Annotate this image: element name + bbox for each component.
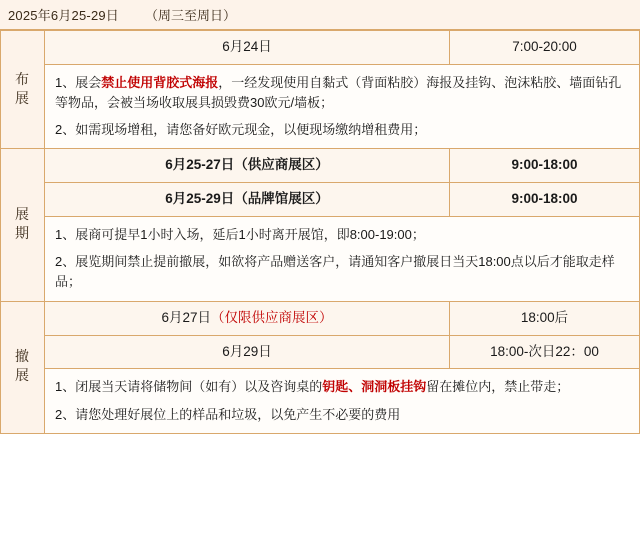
section-label-dismantle: [1, 301, 45, 433]
dismantle-supplier-time: 18:00后: [450, 301, 640, 335]
setup-note-2: 2、如需现场增租，请您备好欧元现金，以便现场缴纳增租费用；: [55, 122, 427, 138]
dismantle-brand-date: 6月29日: [45, 335, 450, 369]
dismantle-supplier-date: [45, 301, 450, 335]
section-label-text: 布展: [15, 70, 30, 106]
section-label-show: [1, 149, 45, 301]
section-label-setup: [1, 31, 45, 149]
show-supplier-time: 9:00-18:00: [450, 149, 640, 183]
header-date-range: 2025年6月25-29日: [8, 8, 119, 23]
dismantle-supplier-date-note: （仅限供应商展区）: [211, 309, 333, 325]
table-row: [1, 369, 640, 433]
setup-notes: [45, 64, 640, 148]
table-row: [1, 31, 640, 65]
section-label-text: 展期: [15, 206, 30, 242]
dismantle-note-1-highlight: 钥匙、洞洞板挂钩: [322, 379, 427, 395]
table-row: [1, 301, 640, 335]
table-row: [1, 183, 640, 217]
section-label-text: 撤展: [15, 348, 30, 384]
document-header: [0, 0, 640, 30]
show-brand-time: 9:00-18:00: [450, 183, 640, 217]
setup-time: 7:00-20:00: [450, 31, 640, 65]
dismantle-supplier-date-main: 6月27日: [161, 309, 212, 325]
table-row: [1, 217, 640, 301]
schedule-table: [0, 30, 640, 434]
setup-note-1-highlight: 禁止使用背胶式海报: [101, 74, 219, 90]
dismantle-notes: [45, 369, 640, 433]
table-row: [1, 149, 640, 183]
setup-date: 6月24日: [45, 31, 450, 65]
show-note-2: 2、展览期间禁止提前撤展，如欲将产品赠送客户，请通知客户撤展日当天18:00点以后才能取走样品；: [55, 254, 615, 290]
dismantle-note-2: 2、请您处理好展位上的样品和垃圾，以免产生不必要的费用: [55, 406, 401, 422]
show-note-1: 1、展商可提早1小时入场，延后1小时离开展馆，即8:00-19:00；: [55, 227, 425, 243]
show-supplier-date: 6月25-27日（供应商展区）: [45, 149, 450, 183]
table-row: [1, 335, 640, 369]
dismantle-note-1: 1、闭展当天请将储物间（如有）以及咨询桌的钥匙、洞洞板挂钩留在摊位内，禁止带走；: [55, 379, 570, 395]
show-brand-date: 6月25-29日（品牌馆展区）: [45, 183, 450, 217]
header-weekday-range: （周三至周日）: [145, 8, 237, 23]
show-notes: [45, 217, 640, 301]
table-row: [1, 64, 640, 148]
schedule-table-body: [1, 31, 640, 434]
setup-note-1: 1、展会禁止使用背胶式海报，一经发现使用自黏式（背面粘胶）海报及挂钩、泡沫粘胶、墙面钻孔等物品，会被当场收取展具损毁费30欧元/墙板；: [55, 74, 622, 111]
dismantle-brand-time: 18:00-次日22：00: [450, 335, 640, 369]
